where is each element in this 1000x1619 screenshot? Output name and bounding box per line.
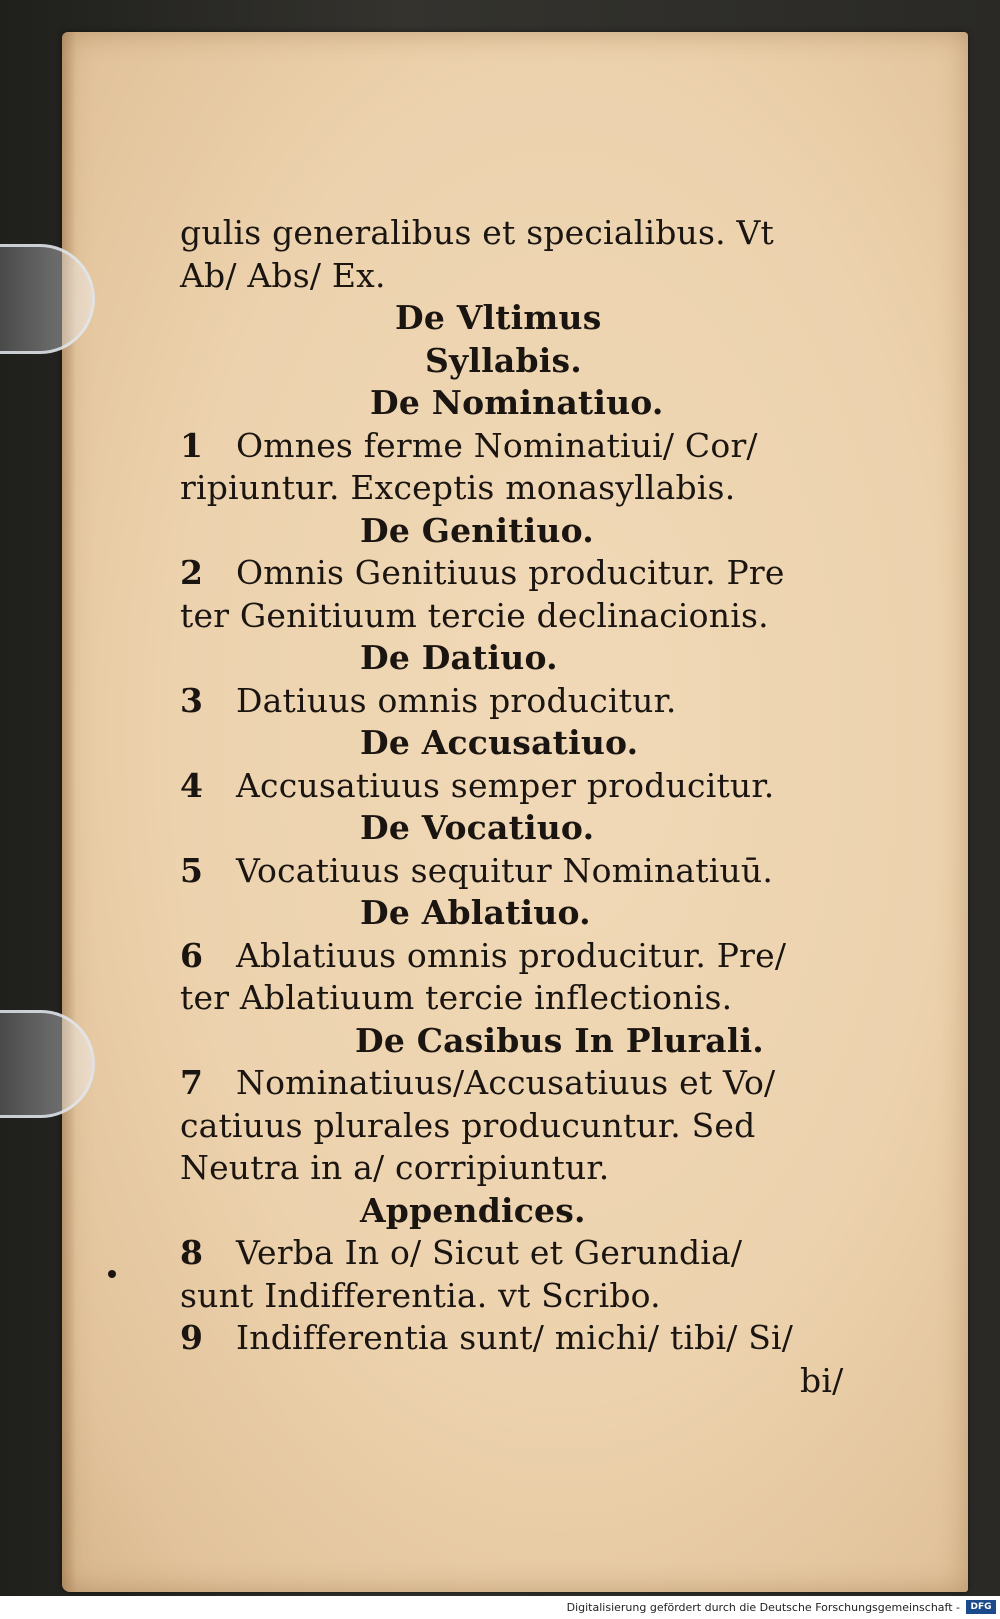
rule-number: 9	[180, 1318, 204, 1357]
line-text: catiuus plurales producuntur. Sed	[180, 1105, 756, 1145]
line-text: De Vltimus	[395, 298, 602, 337]
line-text: De Nominatiuo.	[370, 383, 664, 422]
line-text: De Datiuo.	[360, 638, 558, 677]
section-heading	[180, 382, 880, 425]
section-heading	[180, 1020, 880, 1063]
rule-number: 4	[180, 765, 204, 805]
line-text: Omnis Genitiuus producitur. Pre	[236, 553, 785, 592]
text-line	[180, 1062, 880, 1105]
line-text: Verba In o/ Sicut et Gerundia/	[236, 1233, 743, 1272]
line-text: Neutra in a/ corripiuntur.	[180, 1148, 610, 1187]
text-line	[180, 977, 880, 1020]
line-text: bi/	[800, 1360, 844, 1400]
rule-number: 1	[180, 425, 204, 465]
text-line	[180, 1317, 880, 1360]
text-line	[180, 425, 880, 468]
text-line	[180, 1275, 880, 1318]
line-text: Nominatiuus/Accusatiuus et Vo/	[236, 1063, 776, 1102]
line-text: Syllabis.	[425, 340, 582, 380]
line-text: De Ablatiuo.	[360, 893, 591, 932]
section-heading	[180, 340, 880, 383]
line-text: Ablatiuus omnis producitur. Pre/	[236, 935, 787, 975]
line-text: Appendices.	[360, 1190, 586, 1230]
text-line	[180, 552, 880, 595]
section-heading	[180, 807, 880, 850]
text-line	[180, 1360, 880, 1403]
section-heading	[180, 637, 880, 680]
page-text	[180, 212, 880, 1402]
text-line	[180, 212, 880, 255]
section-heading	[180, 722, 880, 765]
text-line	[180, 680, 880, 723]
footer-bar	[0, 1596, 1000, 1619]
dfg-logo: DFG	[966, 1600, 996, 1614]
section-heading	[180, 510, 880, 553]
text-line	[180, 935, 880, 978]
line-text: ter Genitiuum tercie declinacionis.	[180, 595, 769, 635]
rule-number: 6	[180, 935, 204, 975]
section-heading	[180, 892, 880, 935]
line-text: De Casibus In Plurali.	[355, 1020, 764, 1060]
text-line	[180, 1232, 880, 1275]
line-text: ter Ablatiuum tercie inflectionis.	[180, 978, 733, 1017]
line-text: Indifferentia sunt/ michi/ tibi/ Si/	[236, 1318, 794, 1357]
line-text: Ab/ Abs/ Ex.	[180, 255, 386, 295]
rule-number: 8	[180, 1233, 204, 1272]
line-text: Vocatiuus sequitur Nominatiuū.	[236, 850, 774, 890]
text-line	[180, 467, 880, 510]
footer-credit: Digitalisierung gefördert durch die Deutsche Forschungsgemeinschaft -	[566, 1601, 960, 1614]
line-text: Omnes ferme Nominatiui/ Cor/	[236, 425, 758, 465]
rule-number: 2	[180, 553, 204, 592]
section-heading	[180, 297, 880, 340]
rule-number: 5	[180, 850, 204, 890]
rule-number: 3	[180, 680, 204, 720]
line-text: ripiuntur. Exceptis monasyllabis.	[180, 468, 736, 507]
text-line	[180, 1105, 880, 1148]
section-heading	[180, 1190, 880, 1233]
line-text: De Accusatiuo.	[360, 723, 639, 762]
text-line	[180, 765, 880, 808]
line-text: sunt Indifferentia. vt Scribo.	[180, 1275, 661, 1315]
line-text: Datiuus omnis producitur.	[236, 680, 677, 720]
ink-dot-mark	[108, 1270, 116, 1278]
text-line	[180, 595, 880, 638]
text-line	[180, 1147, 880, 1190]
text-line	[180, 850, 880, 893]
rule-number: 7	[180, 1063, 204, 1102]
line-text: gulis generalibus et specialibus. Vt	[180, 213, 774, 252]
line-text: De Vocatiuo.	[360, 808, 595, 847]
text-line	[180, 255, 880, 298]
line-text: Accusatiuus semper producitur.	[236, 765, 775, 805]
line-text: De Genitiuo.	[360, 510, 594, 550]
